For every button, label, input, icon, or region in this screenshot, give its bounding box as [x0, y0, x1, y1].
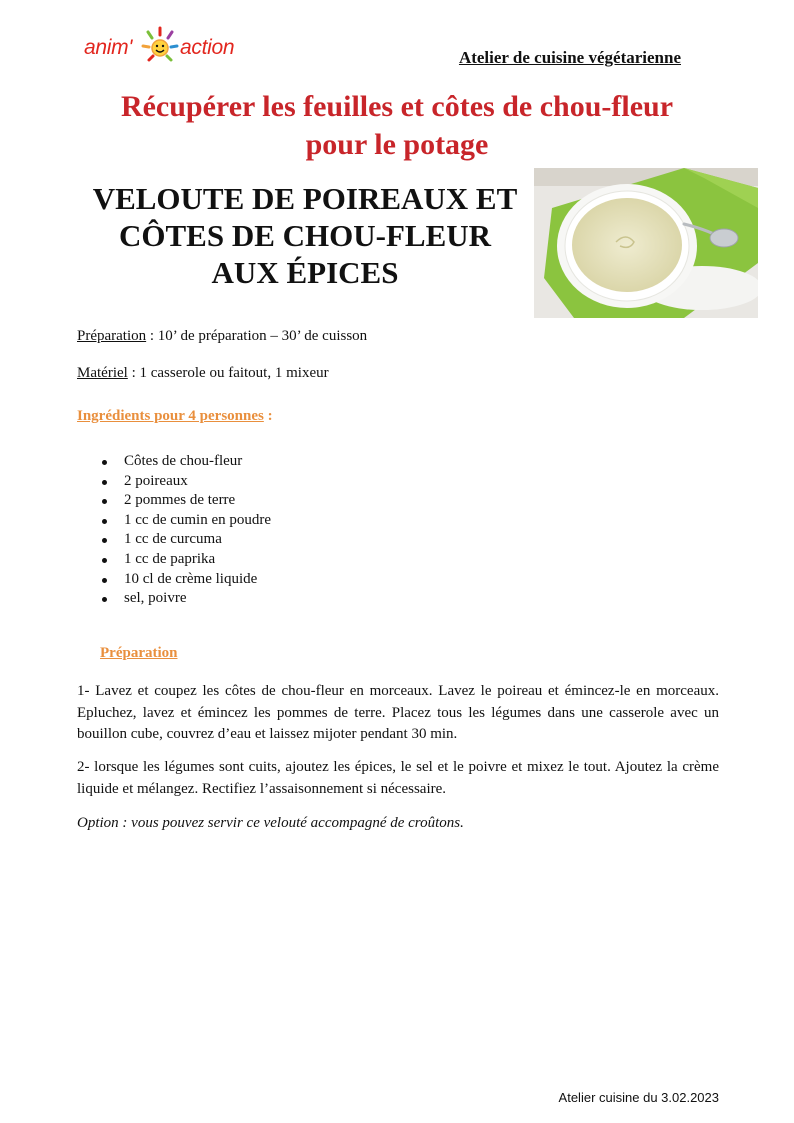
list-item: 1 cc de paprika: [100, 550, 271, 570]
list-item: 2 poireaux: [100, 472, 271, 492]
red-subtitle-line1: Récupérer les feuilles et côtes de chou-fleur: [120, 90, 674, 123]
equipment-value: : 1 casserole ou faitout, 1 mixeur: [127, 365, 329, 381]
workshop-heading: Atelier de cuisine végétarienne: [458, 48, 681, 67]
preparation-heading: Préparation: [100, 645, 178, 661]
recipe-title-line3: AUX ÉPICES: [211, 255, 399, 290]
list-item: 1 cc de cumin en poudre: [100, 511, 271, 531]
soup-bowl-image: [534, 168, 758, 318]
list-item: sel, poivre: [100, 589, 271, 609]
list-item: 2 pommes de terre: [100, 491, 271, 511]
list-item: Côtes de chou-fleur: [100, 452, 271, 472]
footer-date: Atelier cuisine du 3.02.2023: [558, 1090, 719, 1105]
recipe-title-line2: CÔTES DE CHOU-FLEUR: [118, 218, 492, 253]
ingredients-heading-suffix: :: [263, 408, 273, 424]
logo-text-right: action: [180, 36, 235, 59]
serving-option: Option : vous pouvez servir ce velouté accompagné de croûtons.: [77, 815, 464, 831]
red-subtitle: [0, 88, 794, 164]
step-2: 2- lorsque les légumes sont cuits, ajoutez les épices, le sel et le poivre et mixez le tout. Ajoutez la crème liquide et mélangez. Rectifiez l’assaisonnement si nécessaire.: [77, 759, 719, 797]
equipment-label: Matériel: [77, 365, 128, 381]
preparation-time-label: Préparation: [77, 328, 147, 344]
list-item: 10 cl de crème liquide: [100, 570, 271, 590]
red-subtitle-line2: pour le potage: [305, 128, 489, 161]
ingredients-list: [100, 452, 271, 609]
ingredients-heading: [77, 408, 273, 425]
sun-face-icon: [140, 26, 180, 66]
step-1: 1- Lavez et coupez les côtes de chou-fleur en morceaux. Lavez le poireau et émincez-le en morceaux. Epluchez, lavez et émincez les pommes de terre. Placez tous les légumes dans une casserole avec un bouillon cube, couvrez d’eau et laissez mijoter pendant 30 min.: [77, 683, 719, 742]
list-item: 1 cc de curcuma: [100, 530, 271, 550]
preparation-time: [77, 328, 367, 345]
equipment-line: [77, 365, 329, 382]
recipe-title: [80, 180, 530, 291]
recipe-title-line1: VELOUTE DE POIREAUX ET: [92, 181, 518, 216]
preparation-time-value: : 10’ de préparation – 30’ de cuisson: [146, 328, 368, 344]
ingredients-heading-text: Ingrédients pour 4 personnes: [77, 408, 264, 424]
anim-action-logo: [84, 26, 254, 66]
logo-text-left: anim': [84, 36, 133, 59]
